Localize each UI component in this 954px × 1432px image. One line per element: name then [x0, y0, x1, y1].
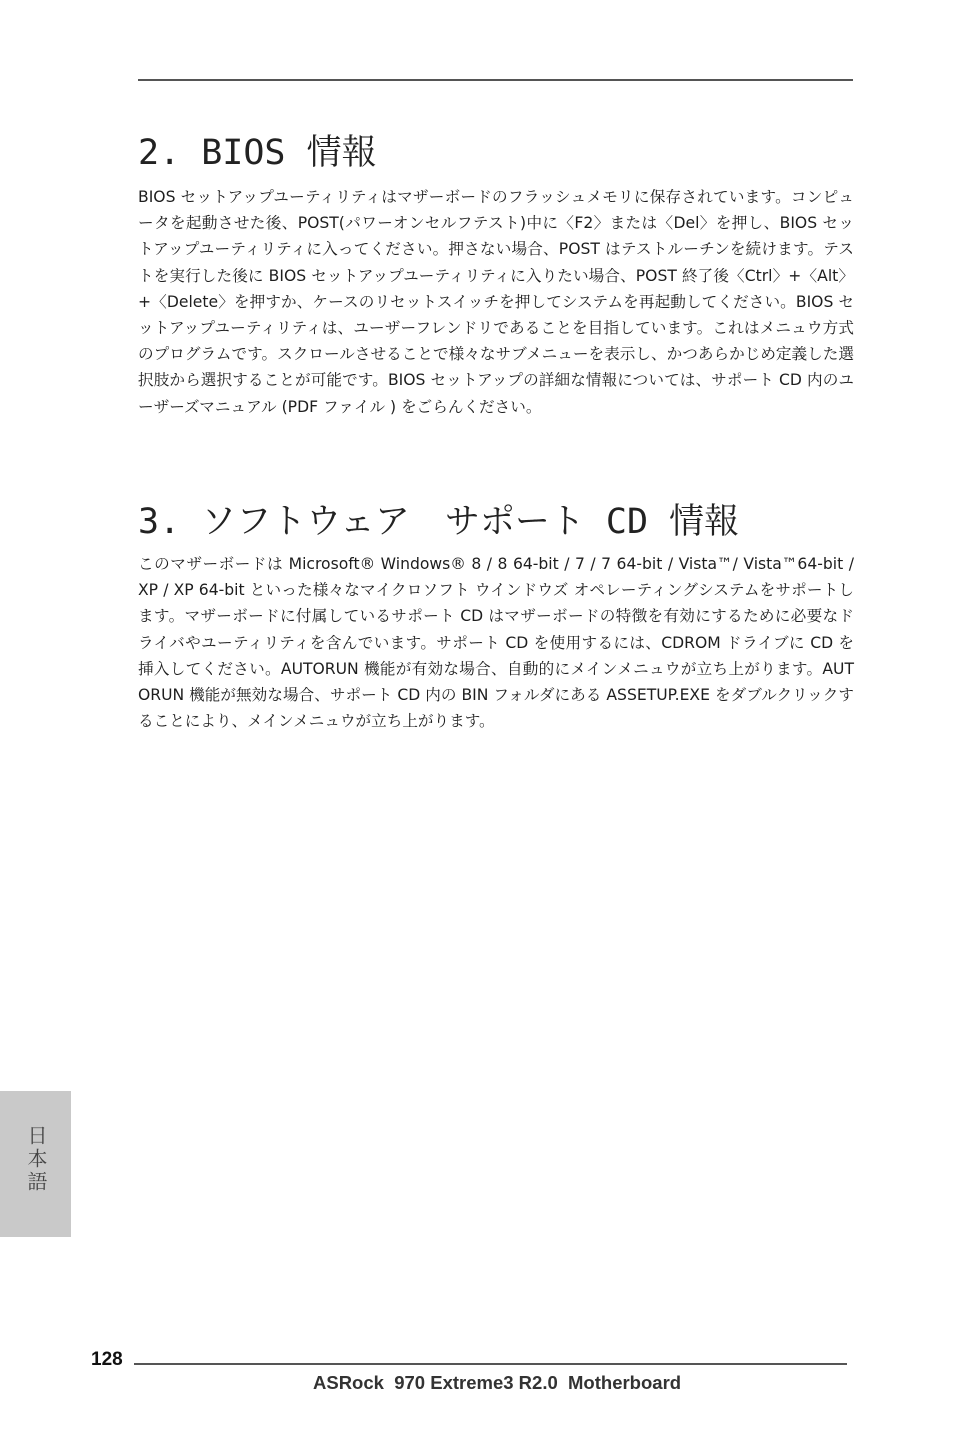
support-cd-section-body: このマザーボードは Microsoft® Windows® 8 / 8 64-bit / 7 / 7 64-bit / Vista™/ Vista™64-bit / XP / XP 64-bit といった様々なマイクロソフト ウインドウズ オペレーティングシステムをサポートします。マザーボードに付属しているサポート CD はマザーボードの特徴を有効にするために必要なドライバやユーティリティを含んでいます。サポート CD を使用するには、CDROM ドライブに CD を挿入してください。AUTORUN 機能が有効な場合、自動的にメインメニュウが立ち上がります。AUTORUN 機能が無効な場合、サポート CD 内の BIN フォルダにある ASSETUP.EXE をダブルクリックすることにより、メインメニュウが立ち上がります。	[138, 555, 854, 731]
bios-section-body: BIOS セットアップユーティリティはマザーボードのフラッシュメモリに保存されています。コンピュータを起動させた後、POST(パワーオンセルフテスト)中に〈F2〉または〈Del〉を押し、BIOS セットアップユーティリティに入ってください。押さない場合、POST はテストルーチンを続けます。テストを実行した後に BIOS セットアップユーティリティに入りたい場合、POST 終了後〈Ctrl〉+〈Alt〉+〈Delete〉を押すか、ケースのリセットスイッチを押してシステムを再起動してください。BIOS セットアップユーティリティは、ユーザーフレンドリであることを目指しています。これはメニュウ方式のプログラムです。スクロールさせることで様々なサブメニューを表示し、かつあらかじめ定義した選択肢から選択することが可能です。BIOS セットアップの詳細な情報については、サポート CD 内のユーザーズマニュアル (PDF ファイル ) をごらんください。	[138, 188, 854, 416]
bios-section-heading: 2. BIOS 情報	[138, 133, 377, 173]
language-side-tab	[0, 1091, 71, 1237]
footer-title: ASRock 970 Extreme3 R2.0 Motherboard	[313, 1372, 682, 1393]
language-side-tab-label: 日本語	[24, 1125, 48, 1194]
support-cd-section-heading: 3. ソフトウェア サポート CD 情報	[138, 502, 740, 542]
top-divider	[138, 79, 853, 81]
page-number: 128	[91, 1349, 123, 1370]
footer-divider	[134, 1363, 847, 1365]
